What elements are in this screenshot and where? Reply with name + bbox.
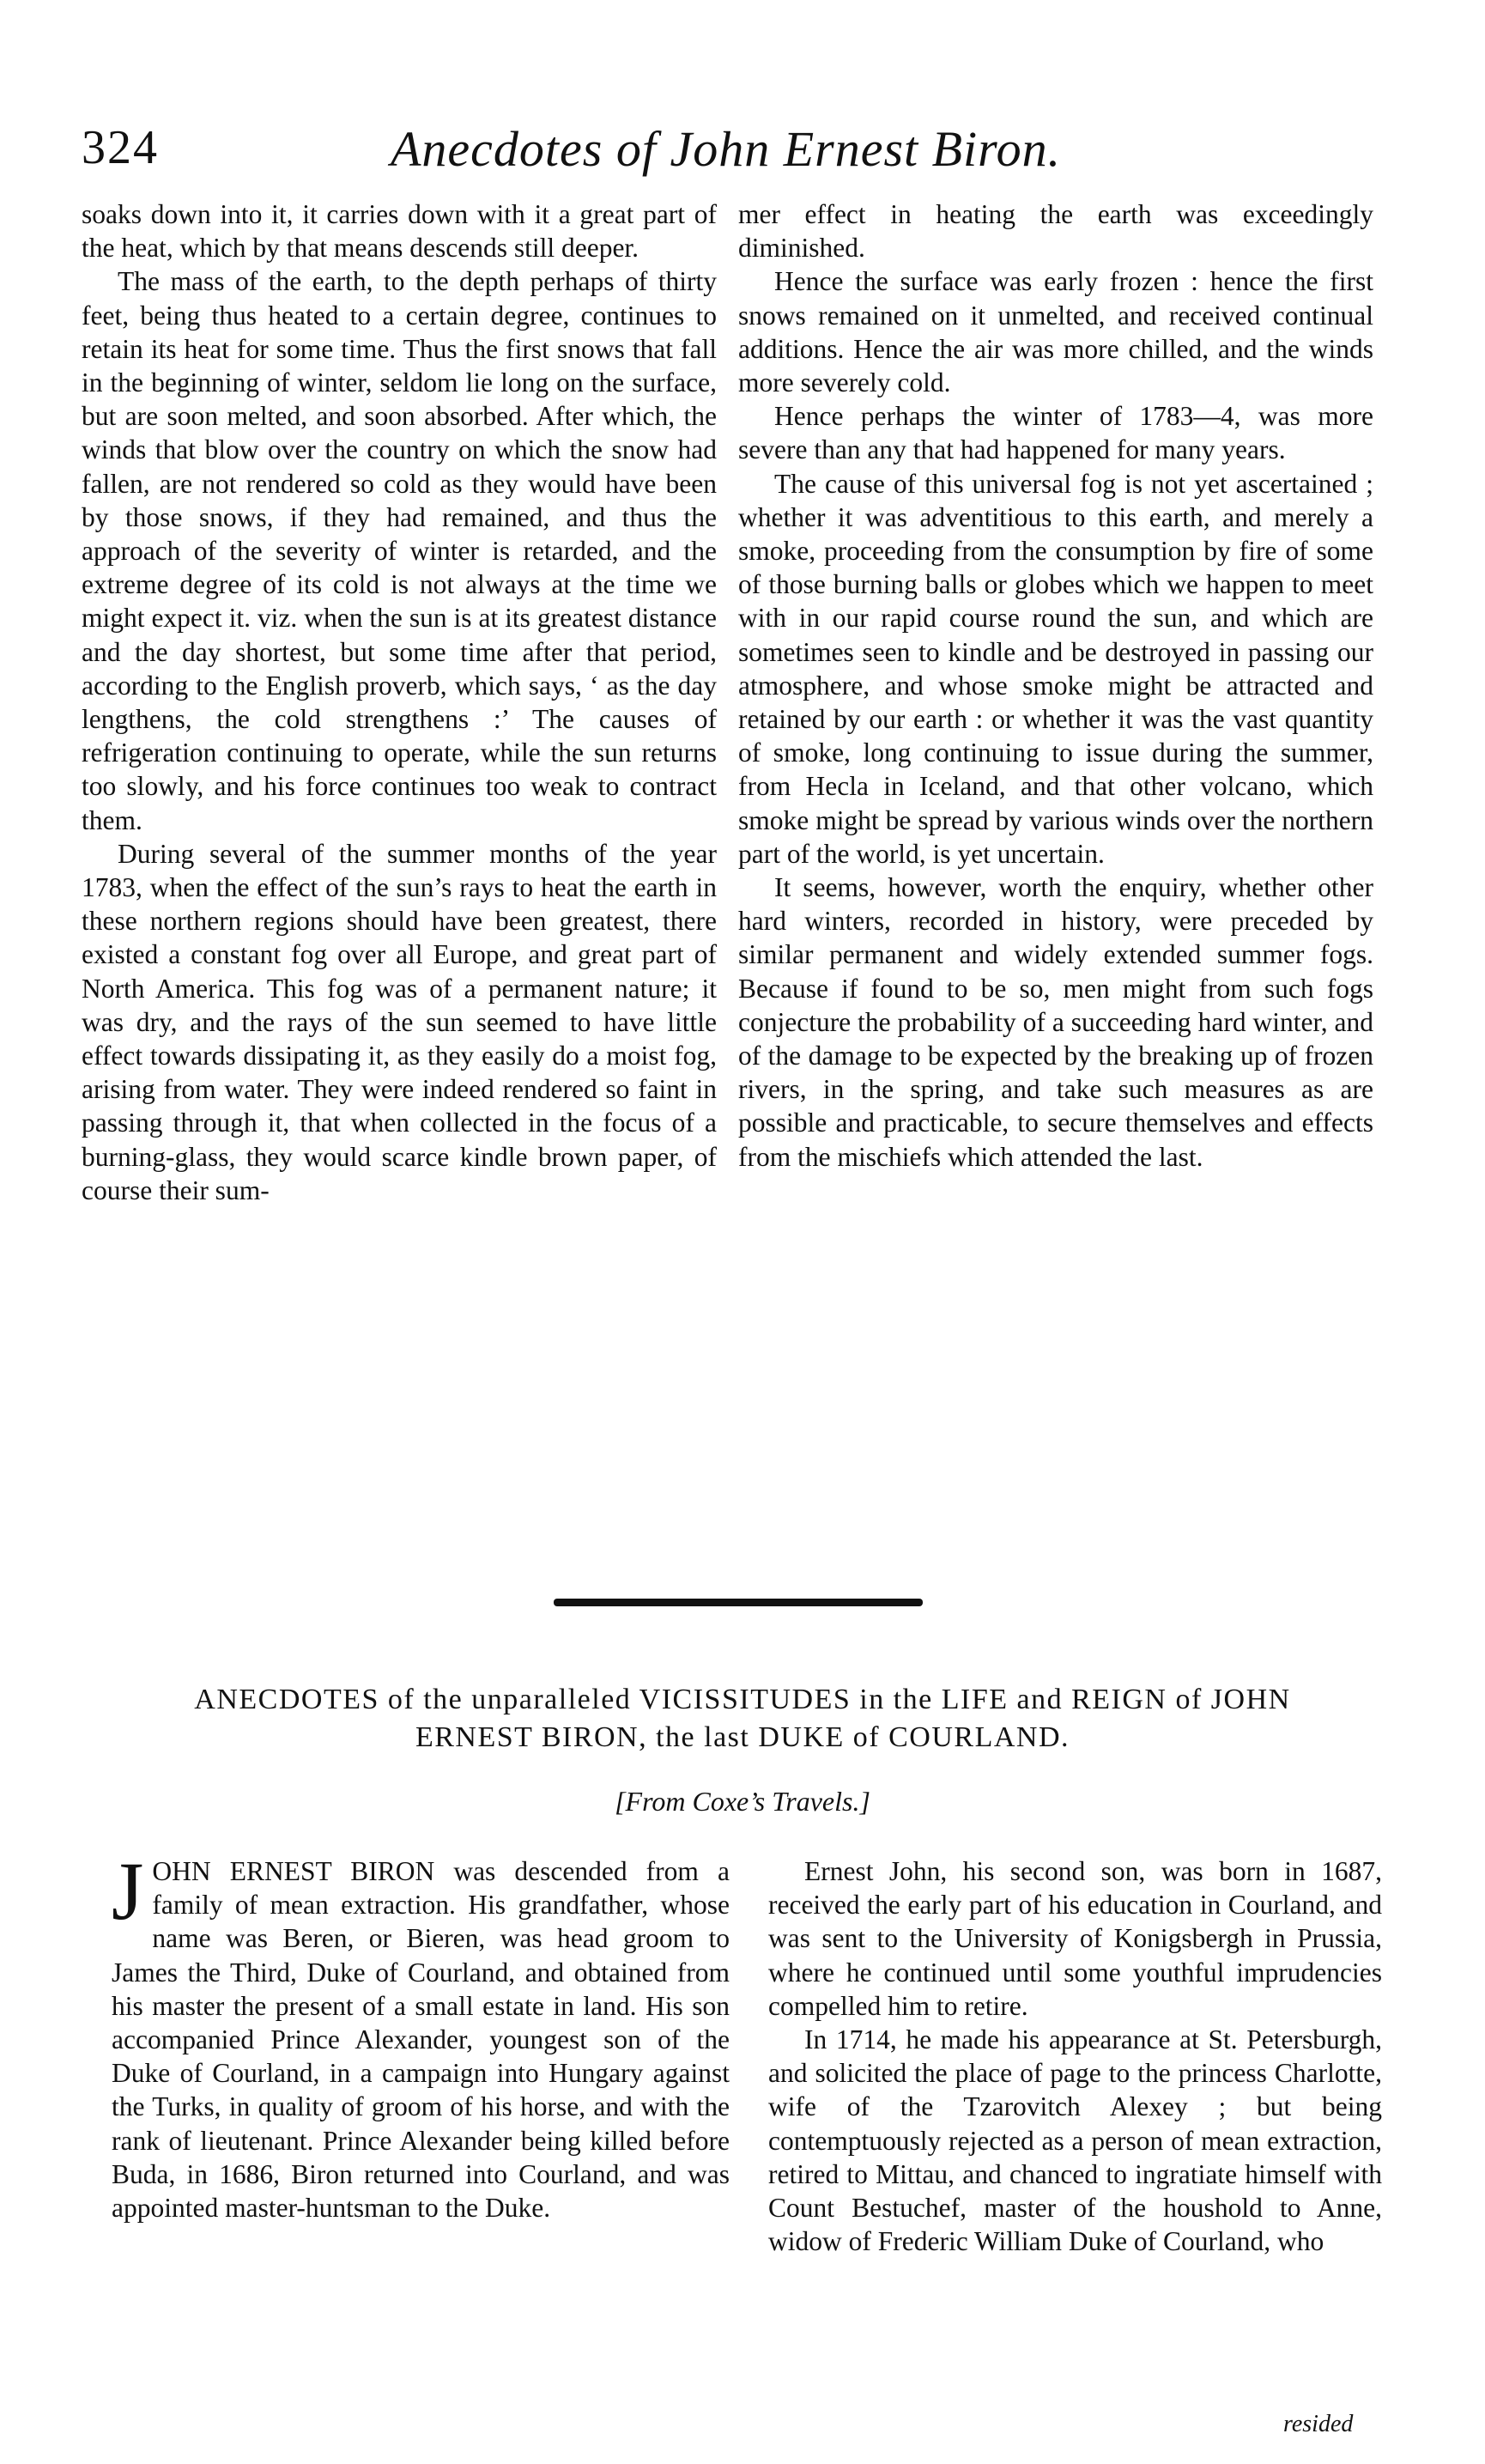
- top-right-column: [738, 197, 1373, 1174]
- paragraph: The mass of the earth, to the depth perhaps of thirty feet, being thus heated to a certain degree, continues to retain its heat for some time. Thus the first snows that fall in the beginning of winter, seldom lie long on the surface, but are soon melted, and soon absorbed. After which, the winds that blow over the country on which the snow had fallen, are not rendered so cold as they would have been by those snows, if they had remained, and thus the approach of the severity of winter is retarded, and the extreme degree of its cold is not always at the time we might expect it. viz. when the sun is at its greatest distance and the day shortest, but some time after that period, according to the English proverb, which says, ‘ as the day lengthens, the cold strengthens :’ The causes of refrigeration continuing to operate, while the sun returns too slowly, and his force continues too weak to contract them.: [82, 266, 717, 835]
- top-left-column: [82, 197, 717, 1207]
- paragraph: Ernest John, his second son, was born in 1687, received the early part of his education in Courland, and was sent to the University of Konigsbergh in Prussia, where he continued until some youthful imprudencies compelled him to retire.: [768, 1856, 1382, 2021]
- paragraph: Hence perhaps the winter of 1783—4, was more severe than any that had happened for many years.: [738, 401, 1373, 465]
- running-title: Anecdotes of John Ernest Biron.: [391, 121, 1062, 177]
- bottom-left-column: [112, 1845, 730, 2224]
- paragraph: Hence the surface was early frozen : hence the first snows remained on it unmelted, and received continual additions. Hence the air was more chilled, and the winds more severely cold.: [738, 266, 1373, 398]
- paragraph: During several of the summer months of the year 1783, when the effect of the sun’s rays to heat the earth in these northern regions should have been greatest, there existed a constant fog over all Europe, and great part of North America. This fog was of a permanent nature; it was dry, and the rays of the sun seemed to have little effect towards dissipating it, as they easily do a moist fog, arising from water. They were indeed rendered so faint in passing through it, that when collected in the focus of a burning-glass, they would scarce kindle brown paper, of course their sum-: [82, 838, 717, 1205]
- drop-cap: J: [112, 1845, 144, 1937]
- paragraph: In 1714, he made his appearance at St. Petersburgh, and solicited the place of page to the princess Charlotte, wife of the Tzarovitch Alexey ; but being contemptuously rejected as a person of mean extraction, retired to Mittau, and chanced to ingratiate himself with Count Bestuchef, master of the houshold to Anne, widow of Frederic William Duke of Courland, who: [768, 2024, 1382, 2257]
- page-number: 324: [82, 121, 159, 174]
- paragraph: [112, 1845, 730, 2224]
- paragraph: The cause of this universal fog is not yet ascertained ; whether it was adventitious to this earth, and merely a smoke, proceeding from the consumption by fire of some of those burning balls or globes which we happen to meet with in our rapid course round the sun, and which are sometimes seen to kindle and be destroyed in passing our atmosphere, and whose smoke might be attracted and retained by our earth : or whether it was the vast quantity of smoke, long continuing to issue during the summer, from Hecla in Iceland, and that other volcano, which smoke might be spread by various winds over the northern part of the world, is yet uncertain.: [738, 468, 1373, 869]
- section-divider: [554, 1599, 923, 1606]
- article-title-line-1: ANECDOTES of the unparalleled VICISSITUDES in the LIFE and REIGN of JOHN: [194, 1684, 1291, 1715]
- catchword: resided: [1283, 2411, 1354, 2437]
- paragraph: soaks down into it, it carries down with it a great part of the heat, which by that means descends still deeper.: [82, 199, 717, 264]
- paragraph: mer effect in heating the earth was exceedingly diminished.: [738, 199, 1373, 264]
- paragraph: It seems, however, worth the enquiry, whether other hard winters, recorded in history, were preceded by similar permanent and widely extended summer fogs. Because if found to be so, men might from such fogs conjecture the probability of a succeeding hard winter, and of the damage to be expected by the breaking up of frozen rivers, in the spring, and take such measures as are possible and practicable, to secure themselves and effects from the mischiefs which attended the last.: [738, 872, 1373, 1172]
- page-header: [82, 120, 1386, 189]
- article-source: [From Coxe’s Travels.]: [615, 1786, 870, 1817]
- paragraph-text: OHN ERNEST BIRON was descended from a family of mean extraction. His grandfather, whose name was Beren, or Bieren, was head groom to James the Third, Duke of Courland, and obtained from his master the present of a small estate in land. His son accompanied Prince Alexander, youngest son of the Duke of Courland, in a campaign into Hungary against the Turks, in quality of groom of his horse, and with the rank of lieutenant. Prince Alexander being killed before Buda, in 1686, Biron returned into Courland, and was appointed master-huntsman to the Duke.: [112, 1856, 730, 2224]
- article-title-line-2: ERNEST BIRON, the last DUKE of COURLAND.: [415, 1721, 1070, 1753]
- bottom-right-column: [768, 1854, 1382, 2258]
- article-title: [103, 1681, 1382, 1757]
